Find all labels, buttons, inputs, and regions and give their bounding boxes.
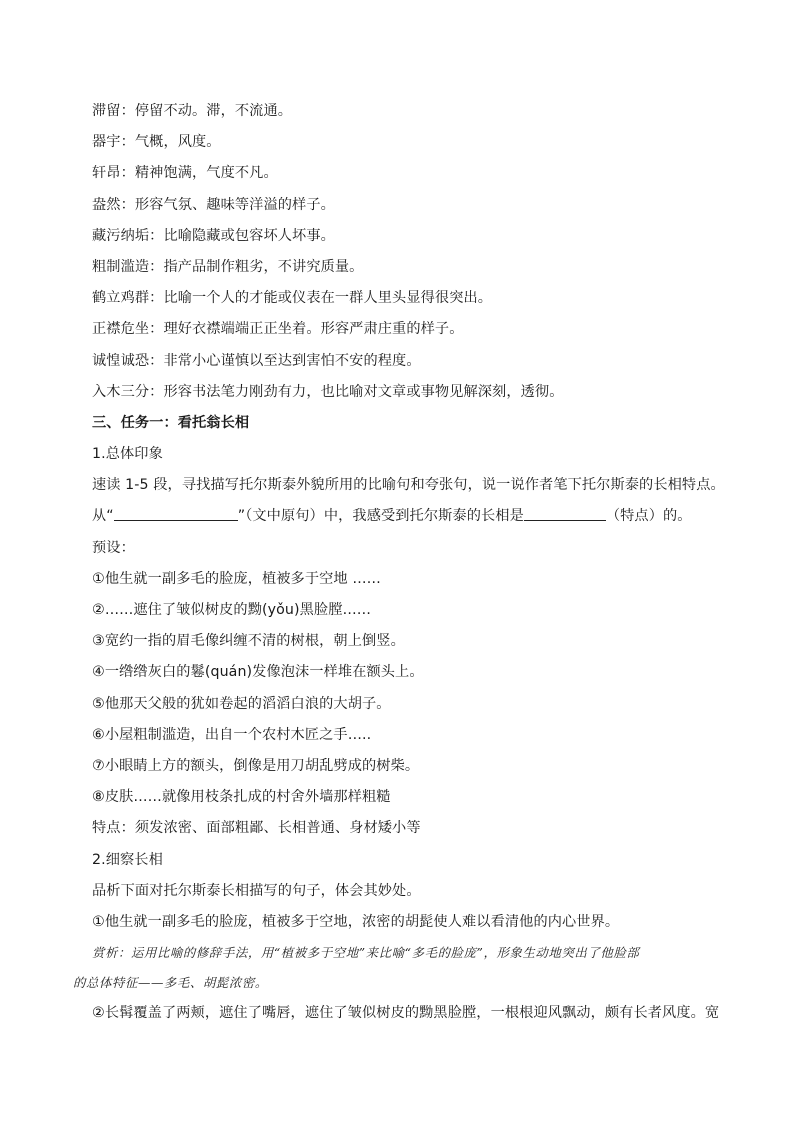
preset-item: ⑤他那天父般的犹如卷起的滔滔白浪的大胡子。 [92, 695, 391, 712]
glossary-item: 诚惶诚恐：非常小心谨慎以至达到害怕不安的程度。 [92, 352, 421, 369]
glossary-item: 滞留：停留不动。滞，不流通。 [92, 103, 293, 119]
quote-blank[interactable] [114, 504, 238, 521]
fill-in-sentence [92, 501, 742, 532]
preset-item: ③宽约一指的眉毛像纠缠不清的树根，朝上倒竖。 [92, 633, 405, 650]
part1-instruction: 速读 1-5 段，寻找描写托尔斯泰外貌所用的比喻句和夸张句，说一说作者笔下托尔斯泰的长相特点。 [92, 477, 725, 494]
glossary-item: 粗制滥造：指产品制作粗劣，不讲究质量。 [92, 258, 364, 275]
part1-title: 1.总体印象 [92, 446, 163, 463]
section-heading: 三、任务一：看托翁长相 [92, 414, 250, 431]
analysis-1-line-1: 赏析：运用比喻的修辞手法，用“植被多于空地”来比喻“多毛的脸庞”，形象生动地突出了他脸部 [92, 945, 640, 961]
feature-blank[interactable] [524, 504, 606, 521]
preset-item: ②……遮住了皱似树皮的黝(yǒu)黑脸膛…… [92, 602, 372, 618]
part2-instruction: 品析下面对托尔斯泰长相描写的句子，体会其妙处。 [92, 882, 421, 899]
analysis-1-line-2: 的总体特征——多毛、胡髭浓密。 [73, 975, 268, 991]
glossary-item: 入木三分：形容书法笔力刚劲有力，也比喻对文章或事物见解深刻，透彻。 [92, 383, 564, 400]
preset-item: ⑦小眼睛上方的额头，倒像是用刀胡乱劈成的树柴。 [92, 757, 420, 774]
glossary-item: 器宇：气概，风度。 [92, 134, 221, 151]
preset-item: ⑥小屋粗制滥造，出自一个农村木匠之手….. [92, 726, 372, 743]
preset-item: ④一绺绺灰白的鬈(quán)发像泡沫一样堆在额头上。 [92, 664, 424, 681]
fill-middle: ”（文中原句）中，我感受到托尔斯泰的长相是 [237, 508, 524, 525]
glossary-item: 轩昂：精神饱满，气度不凡。 [92, 165, 278, 182]
sentence-1: ①他生就一副多毛的脸庞，植被多于空地，浓密的胡髭使人难以看清他的内心世界。 [92, 913, 620, 930]
fill-suffix: （特点）的。 [605, 508, 692, 525]
preset-label: 预设： [92, 539, 135, 556]
content-body [73, 96, 742, 1029]
glossary-item: 藏污纳垢：比喻隐藏或包容坏人坏事。 [92, 227, 335, 244]
features-summary: 特点：须发浓密、面部粗鄙、长相普通、身材矮小等 [92, 820, 421, 837]
glossary-item: 鹤立鸡群：比喻一个人的才能或仪表在一群人里头显得很突出。 [92, 290, 493, 307]
preset-item: ⑧皮肤……就像用枝条扎成的村舍外墙那样粗糙 [92, 789, 391, 806]
fill-prefix: 从“ [92, 508, 114, 525]
preset-item: ①他生就一副多毛的脸庞，植被多于空地 …… [92, 570, 381, 587]
sentence-2: ②长髯覆盖了两颊，遮住了嘴唇，遮住了皱似树皮的黝黑脸膛，一根根迎风飘动，颇有长者风度。宽 [92, 1005, 720, 1022]
glossary-item: 正襟危坐：理好衣襟端端正正坐着。形容严肃庄重的样子。 [92, 321, 464, 338]
part2-title: 2.细察长相 [92, 851, 163, 868]
glossary-item: 盎然：形容气氛、趣味等洋溢的样子。 [92, 196, 335, 213]
